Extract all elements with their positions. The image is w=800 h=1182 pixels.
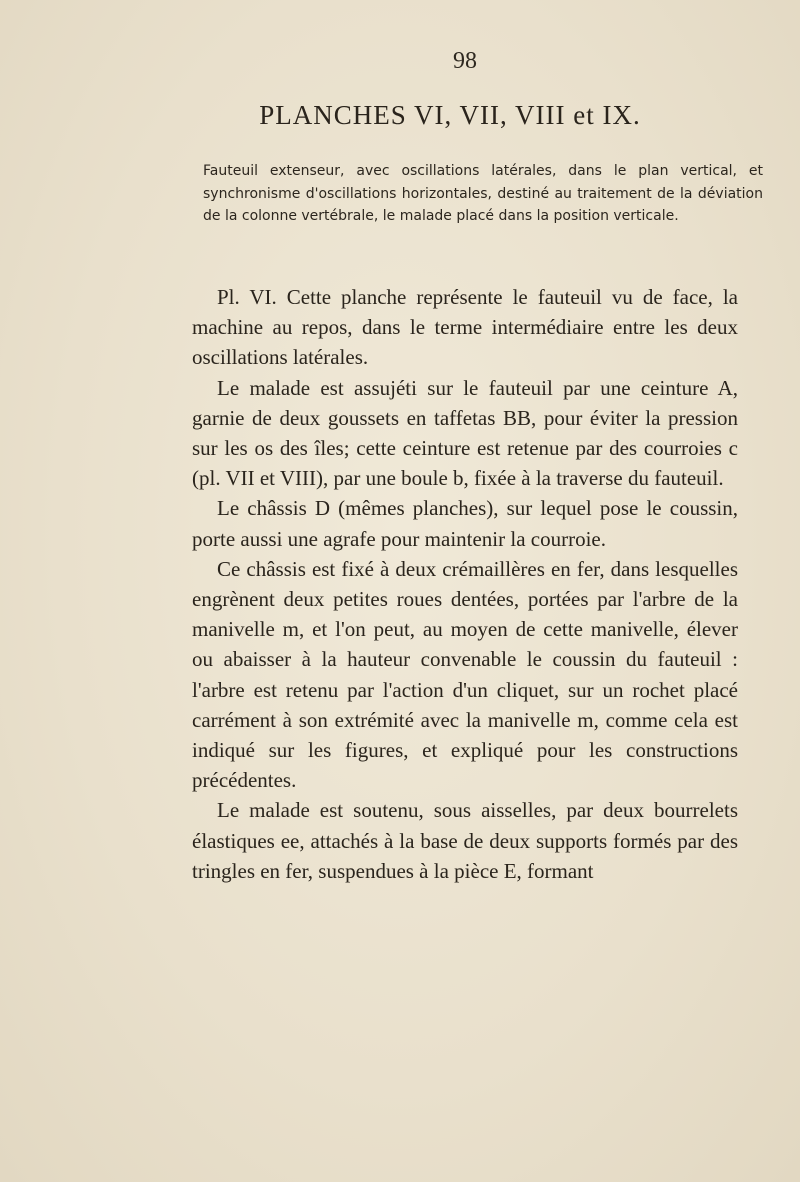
paragraph-cremailleres: Ce châssis est fixé à deux crémaillères en fer, dans lesquelles engrènent deux petites roues dentées, portées par l'arbre de la manivelle m, et l'on peut, au moyen de cette manivelle, élever ou abaisser à la hauteur convenable le coussin du fauteuil : l'arbre est retenu par l'action d'un cliquet, sur un rochet placé carrément à son extrémité avec la manivelle m, comme cela est indiqué sur les figures, et expliqué pour les constructions précédentes. [192, 556, 738, 793]
paragraph-plate-vi: Pl. VI. Cette planche représente le fauteuil vu de face, la machine au repos, dans le terme intermédiaire entre les deux oscillations latérales. [192, 285, 738, 370]
figure-caption: Fauteuil extenseur, avec oscillations latérales, dans le plan vertical, et synchronisme d'oscillations horizontales, destiné au traitement de la déviation de la colonne vertébrale, le malade placé dans la position verticale. [203, 163, 763, 225]
body-text [192, 282, 738, 886]
paragraph-ceinture: Le malade est assujéti sur le fauteuil par une ceinture A, garnie de deux goussets en taffetas BB, pour éviter la pression sur les os des îles; cette ceinture est retenue par des courroies c (pl. VII et VIII), par une boule b, fixée à la traverse du fauteuil. [192, 375, 738, 491]
paragraph-bourrelets: Le malade est soutenu, sous aisselles, par deux bourrelets élastiques ee, attachés à la base de deux supports formés par des tringles en fer, suspendues à la pièce E, formant [192, 798, 738, 883]
page-number: 98 [453, 48, 477, 74]
paragraph-chassis: Le châssis D (mêmes planches), sur lequel pose le coussin, porte aussi une agrafe pour maintenir la courroie. [192, 496, 738, 551]
plate-heading: PLANCHES VI, VII, VIII et IX. [259, 100, 641, 130]
